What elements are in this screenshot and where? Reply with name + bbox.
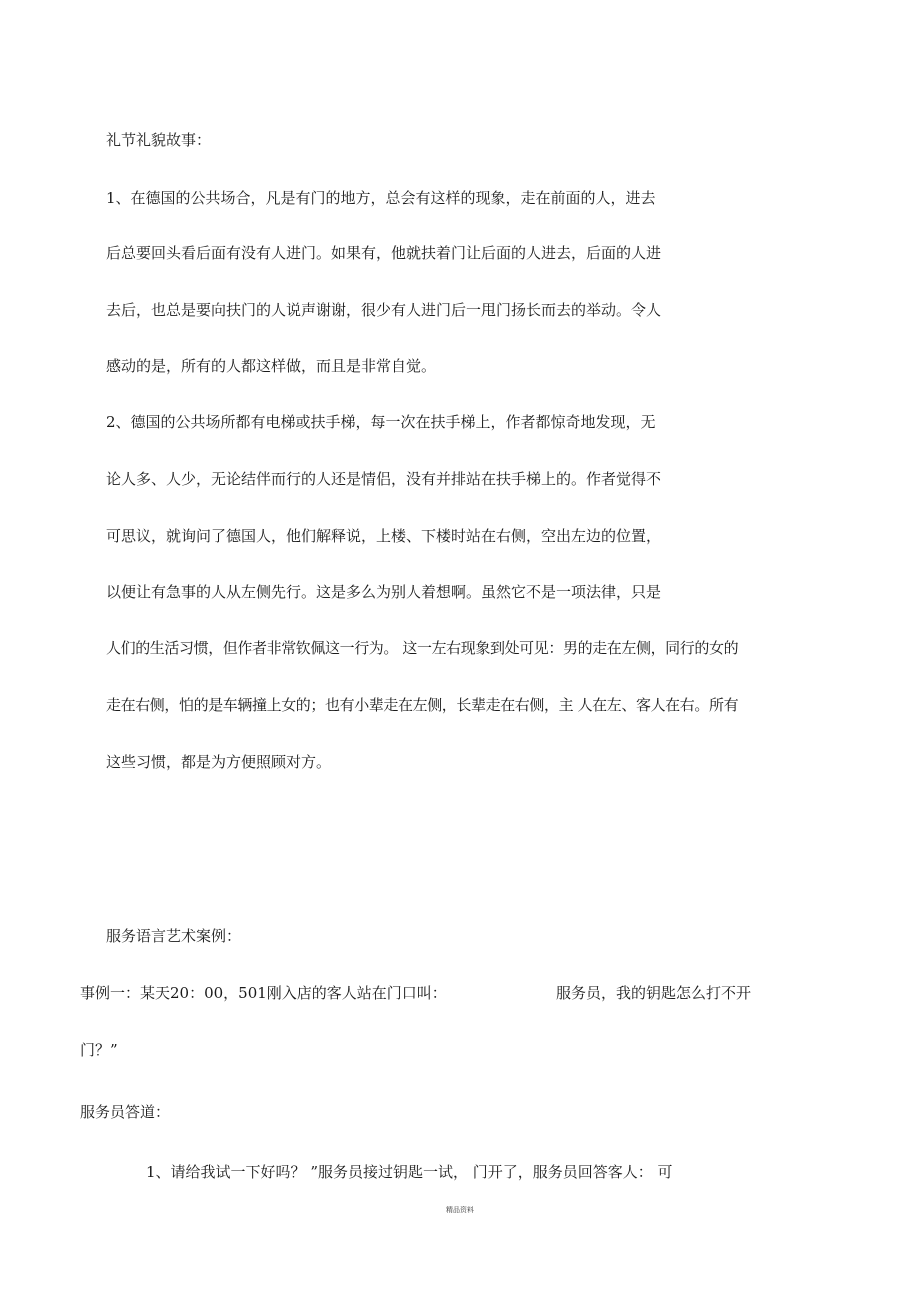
section-heading-service-language: 服务语言艺术案例： [106, 927, 242, 945]
answer-item: 1、请给我试一下好吗？ ”服务员接过钥匙一试， 门开了，服务员回答客人： 可 [146, 1163, 673, 1181]
case-line-right: 服务员，我的钥匙怎么打不开 [556, 984, 752, 1002]
page-footer: 精品资料 [446, 1206, 474, 1214]
paragraph-line: 去后，也总是要向扶门的人说声谢谢，很少有人进门后一甩门扬长而去的举动。令人 [106, 301, 662, 319]
case-line-left: 事例一：某天20：00，501刚入店的客人站在门口叫： [80, 984, 447, 1002]
paragraph-line: 感动的是，所有的人都这样做，而且是非常自觉。 [106, 357, 437, 375]
paragraph-line: 人们的生活习惯，但作者非常钦佩这一行为。 这一左右现象到处可见：男的走在左侧，同行的女的 [106, 639, 739, 657]
paragraph-line: 以便让有急事的人从左侧先行。这是多么为别人着想啊。虽然它不是一项法律，只是 [106, 583, 662, 601]
paragraph-line: 2、德国的公共场所都有电梯或扶手梯，每一次在扶手梯上，作者都惊奇地发现，无 [106, 413, 656, 431]
paragraph-line: 可思议，就询问了德国人，他们解释说，上楼、下楼时站在右侧，空出左边的位置， [106, 527, 662, 545]
answer-label: 服务员答道： [80, 1103, 171, 1121]
paragraph-line: 1、在德国的公共场合，凡是有门的地方，总会有这样的现象，走在前面的人，进去 [106, 189, 656, 207]
paragraph-line: 后总要回头看后面有没有人进门。如果有，他就扶着门让后面的人进去，后面的人进 [106, 244, 662, 262]
section-heading-etiquette: 礼节礼貌故事： [106, 131, 212, 149]
case-line-continued: 门？” [80, 1041, 118, 1059]
paragraph-line: 这些习惯，都是为方便照顾对方。 [106, 753, 332, 771]
paragraph-line: 走在右侧，怕的是车辆撞上女的；也有小辈走在左侧，长辈走在右侧，主 人在左、客人在右。所有 [106, 696, 739, 714]
paragraph-line: 论人多、人少，无论结伴而行的人还是情侣，没有并排站在扶手梯上的。作者觉得不 [106, 470, 662, 488]
